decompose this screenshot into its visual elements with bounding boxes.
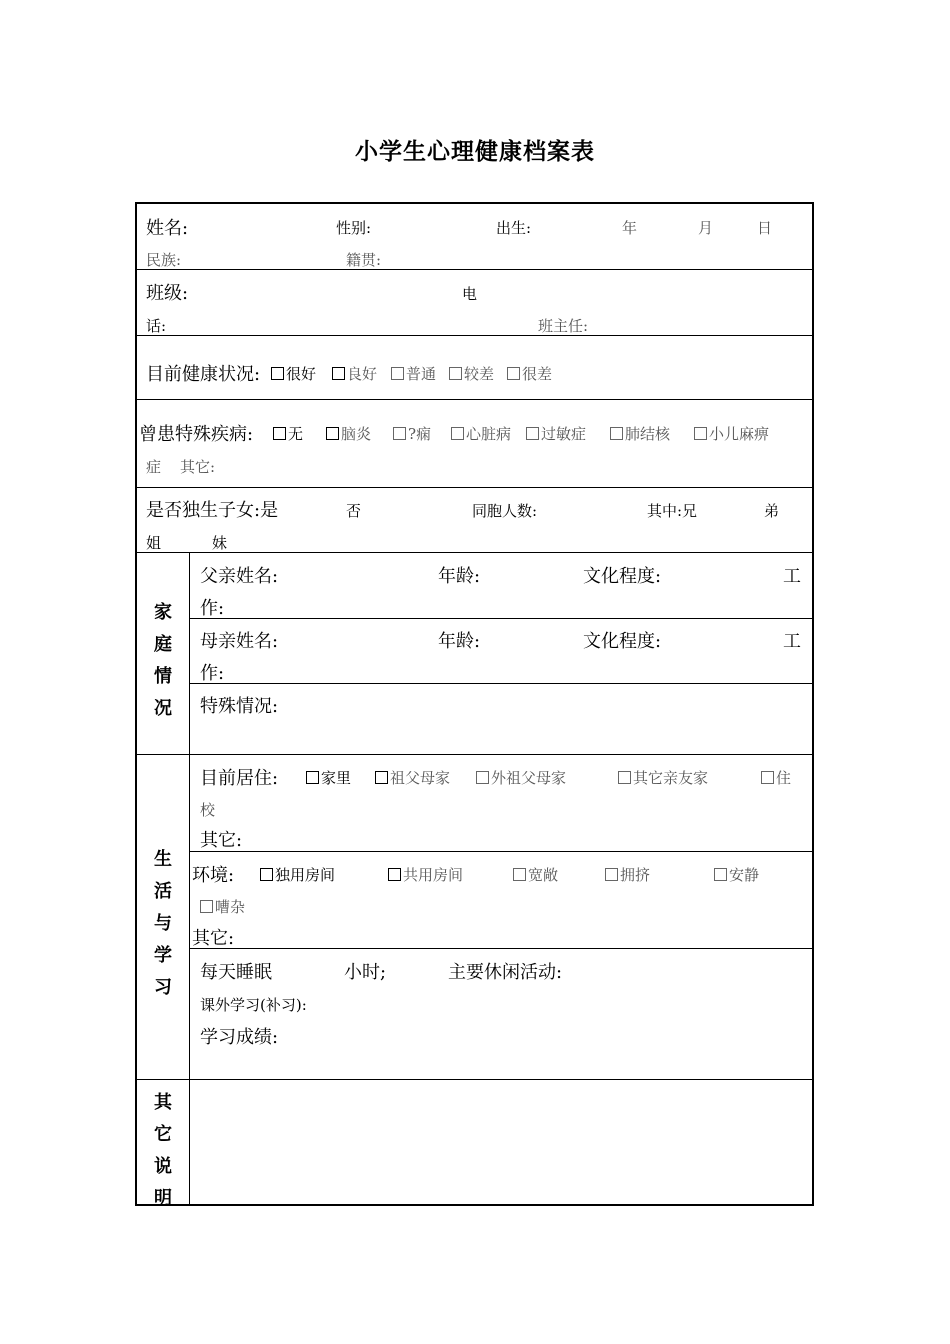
checkbox-icon (610, 427, 623, 440)
ethnicity-label: 民族: (146, 251, 182, 269)
environment-option[interactable]: 拥挤 (605, 868, 650, 883)
row-divider (137, 754, 814, 755)
checkbox-icon (375, 771, 388, 784)
environment-option[interactable]: 共用房间 (388, 868, 463, 883)
residence-other-label: 其它: (200, 830, 243, 851)
health-option[interactable]: 很差 (507, 367, 552, 382)
gender-label: 性别: (336, 219, 372, 237)
among-label: 其中:兄 (647, 502, 698, 520)
head-teacher-label: 班主任: (538, 317, 589, 335)
disease-option[interactable]: 肺结核 (610, 427, 670, 442)
special-situation-label: 特殊情况: (200, 696, 279, 717)
checkbox-icon (393, 427, 406, 440)
disease-label: 曾患特殊疾病: (139, 424, 254, 445)
hours-label: 小时; (344, 962, 387, 983)
environment-wrap-option[interactable]: 嘈杂 (200, 900, 245, 915)
row-divider (190, 948, 814, 949)
life-study-section-label: 生 活 与 学 习 (154, 849, 172, 998)
father-name-label: 父亲姓名: (200, 566, 279, 587)
row-divider (190, 851, 814, 852)
checkbox-icon (714, 868, 727, 881)
only-child-no: 否 (346, 502, 362, 520)
health-option[interactable]: 普通 (391, 367, 436, 382)
checkbox-icon (388, 868, 401, 881)
row-divider (137, 269, 814, 270)
disease-option[interactable]: 心脏病 (451, 427, 511, 442)
mother-age-label: 年龄: (438, 631, 481, 652)
class-label: 班级: (146, 283, 189, 304)
residence-wrap: 校 (200, 801, 216, 819)
checkbox-icon (513, 868, 526, 881)
row-divider (137, 487, 814, 488)
record-form (135, 202, 814, 1209)
disease-other-label: 其它: (180, 458, 216, 476)
checkbox-icon (332, 367, 345, 380)
environment-option[interactable]: 安静 (714, 868, 759, 883)
row-divider (137, 399, 814, 400)
notes-section-label: 其 它 说 明 (154, 1092, 172, 1209)
checkbox-icon (694, 427, 707, 440)
year-label: 年 (622, 219, 638, 237)
grades-label: 学习成绩: (200, 1027, 279, 1048)
residence-option[interactable]: 其它亲友家 (618, 771, 708, 786)
disease-option[interactable]: ?痫 (393, 427, 431, 442)
row-divider (137, 552, 814, 553)
health-option[interactable]: 很好 (271, 367, 316, 382)
health-label: 目前健康状况: (146, 364, 261, 385)
mother-name-label: 母亲姓名: (200, 631, 279, 652)
page-title: 小学生心理健康档案表 (355, 138, 595, 165)
checkbox-icon (761, 771, 774, 784)
mother-work-label-wrap: 作: (200, 663, 225, 684)
checkbox-icon (618, 771, 631, 784)
checkbox-icon (391, 367, 404, 380)
residence-option[interactable]: 祖父母家 (375, 771, 450, 786)
day-label: 日 (757, 219, 773, 237)
checkbox-icon (451, 427, 464, 440)
checkbox-icon (605, 868, 618, 881)
row-divider (190, 618, 814, 619)
environment-label: 环境: (192, 865, 235, 886)
checkbox-icon (526, 427, 539, 440)
disease-option[interactable]: 脑炎 (326, 427, 371, 442)
health-option[interactable]: 良好 (332, 367, 377, 382)
phone-label: 电 (462, 285, 478, 303)
month-label: 月 (698, 219, 714, 237)
checkbox-icon (449, 367, 462, 380)
father-work-label-wrap: 作: (200, 598, 225, 619)
disease-option[interactable]: 无 (273, 427, 303, 442)
checkbox-icon (326, 427, 339, 440)
disease-option[interactable]: 过敏症 (526, 427, 586, 442)
birth-label: 出生: (496, 219, 532, 237)
environment-other-label: 其它: (192, 928, 235, 949)
section-divider (189, 552, 190, 1206)
elder-sister-label: 姐 (146, 534, 162, 552)
mother-education-label: 文化程度: (583, 631, 662, 652)
checkbox-icon (271, 367, 284, 380)
disease-wrap: 症 (146, 458, 162, 476)
residence-option[interactable]: 住 (761, 771, 791, 786)
row-divider (137, 1079, 814, 1080)
family-section-label: 家 庭 情 况 (154, 602, 172, 719)
health-option[interactable]: 较差 (449, 367, 494, 382)
mother-work-label: 工 (783, 631, 801, 652)
younger-sister-label: 妹 (212, 534, 228, 552)
siblings-label: 同胞人数: (472, 502, 538, 520)
checkbox-icon (260, 868, 273, 881)
checkbox-icon (476, 771, 489, 784)
residence-option[interactable]: 家里 (306, 771, 351, 786)
father-education-label: 文化程度: (583, 566, 662, 587)
younger-brother-label: 弟 (764, 502, 780, 520)
native-place-label: 籍贯: (346, 251, 382, 269)
checkbox-icon (306, 771, 319, 784)
phone-label-wrap: 话: (146, 317, 167, 335)
father-age-label: 年龄: (438, 566, 481, 587)
row-divider (190, 683, 814, 684)
residence-label: 目前居住: (200, 768, 279, 789)
residence-option[interactable]: 外祖父母家 (476, 771, 566, 786)
environment-option[interactable]: 宽敞 (513, 868, 558, 883)
name-label: 姓名: (146, 218, 189, 239)
sleep-label: 每天睡眠 (200, 962, 272, 983)
only-child-label: 是否独生子女:是 (146, 500, 279, 521)
row-divider (137, 335, 814, 336)
leisure-label: 主要休闲活动: (448, 962, 563, 983)
environment-option[interactable]: 独用房间 (260, 868, 335, 883)
checkbox-icon (273, 427, 286, 440)
checkbox-icon (200, 900, 213, 913)
checkbox-icon (507, 367, 520, 380)
father-work-label: 工 (783, 566, 801, 587)
disease-option[interactable]: 小儿麻痹 (694, 427, 769, 442)
tutoring-label: 课外学习(补习): (200, 996, 307, 1014)
